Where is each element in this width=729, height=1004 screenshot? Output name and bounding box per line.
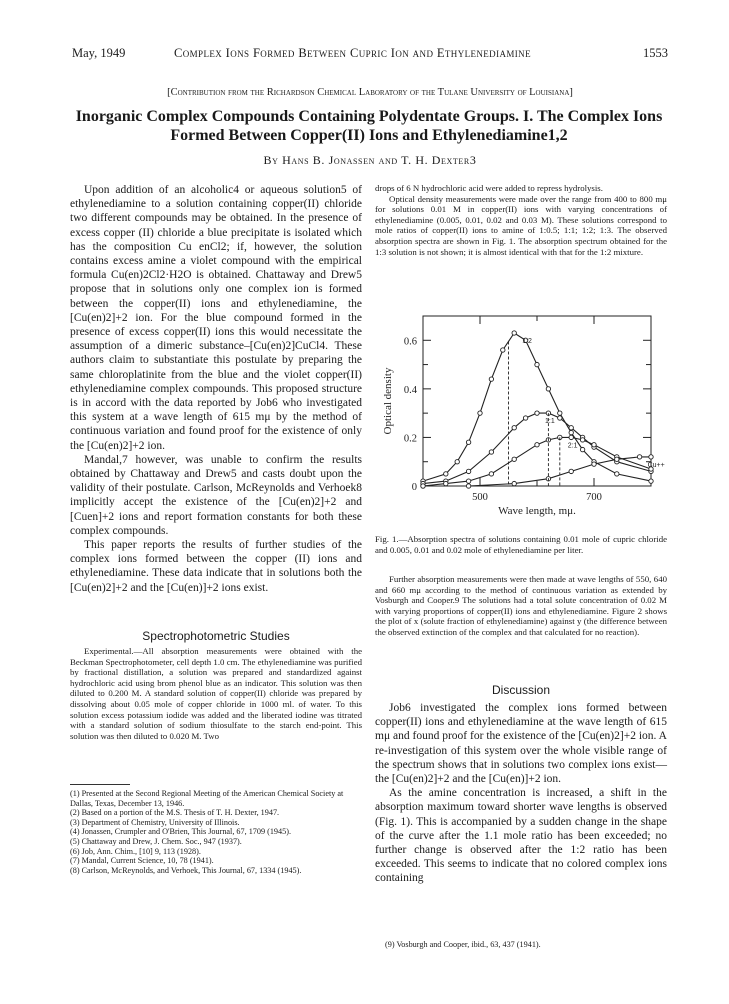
data-point xyxy=(580,447,584,451)
series-label: 1:1 xyxy=(545,418,555,426)
footnote-7: (7) Mandal, Current Science, 10, 78 (1941). xyxy=(70,856,214,866)
section-heading-discussion: Discussion xyxy=(491,683,551,697)
data-point xyxy=(535,362,539,366)
right-top-text xyxy=(375,183,667,257)
right-paragraph-3: Further absorption measurements were then made at wave lengths of 550, 640 and 660 mμ according to the method of continuous variation as extended by Vosburgh and Cooper.9 The solutions had a total solute concentration of 0.02 M with varying proportions of copper(II) ions and ethylenediamine. Figure 2 shows the plot of x (solute fraction of ethylenediamine) against y (the difference between the observed extinction of the complex and that calculated for no reaction). xyxy=(375,574,667,637)
data-point xyxy=(489,450,493,454)
data-point xyxy=(478,411,482,415)
data-point xyxy=(615,457,619,461)
contribution-line: [Contribution from the Richardson Chemical Laboratory of the Tulane University of Louisiana] xyxy=(167,87,573,98)
section-heading-spectro: Spectrophotometric Studies xyxy=(142,629,290,643)
footnote-rule xyxy=(70,784,130,785)
series-label: 1:2 xyxy=(522,338,532,345)
data-point xyxy=(637,455,641,459)
experimental-paragraph: Experimental.—All absorption measurements were obtained with the Beckman Spectrophotometer, cell depth 1.0 cm. The ethylenediamine was purified by fractional distillation, a solution was prepared and standardized against hydrochloric acid using brom phenol blue as an indicator. This solution was then diluted to 0.200 M. A standard solution of copper(II) chloride was prepared by dissolving about 0.05 mole of copper chloride in 1000 ml. of water. To this solution excess potassium iodide was added and the liberated iodine was titrated with a standard solution of sodium thiosulfate to the starch end-point. This solution was then diluted to 0.020 M. Two xyxy=(70,646,362,741)
x-tick-label: 500 xyxy=(472,492,488,503)
data-point xyxy=(455,460,459,464)
data-point xyxy=(523,416,527,420)
data-point xyxy=(569,469,573,473)
y-axis-label: Optical density xyxy=(382,367,394,435)
discussion-paragraph-1: Job6 investigated the complex ions formed between copper(II) ions and ethylenediamine at the wave length of 615 mμ and found proof for the existence of the [Cu(en)2]+2 ion. A re-investigation of this system over the whole visible range of the spectrum shows that in solutions two complex ions exist—the [Cu(en)2]+2 and the [Cu(en)]+2 ion. xyxy=(375,702,667,786)
footnote-1: (1) Presented at the Second Regional Meeting of the American Chemical Society at Dallas, Texas, December 13, 1946. xyxy=(70,789,344,808)
y-tick-label: 0 xyxy=(411,482,417,493)
data-point xyxy=(569,435,573,439)
data-point xyxy=(444,472,448,476)
footnote-2: (2) Based on a portion of the M.S. Thesis of T. H. Dexter, 1947. xyxy=(70,808,280,818)
right-footnote xyxy=(375,940,667,950)
data-point xyxy=(421,484,425,488)
right-paragraph-2: Optical density measurements were made over the range from 400 to 800 mμ for solutions 0.01 M in copper(II) ions with varying concentrations of ethylenediamine (0.005, 0.01, 0.02 and 0.03 M). These solutions correspond to mole ratios of copper(II) ions to amine of 1:0.5; 1:1; 1:2; 1:3. The observed absorption spectra are shown in Fig. 1. The absorption spectrum obtained for the 1:3 solution is not shown; it is almost identical with that for the 1:2 mixture. xyxy=(375,193,667,257)
footnotes xyxy=(70,789,362,875)
data-point xyxy=(592,443,596,447)
data-point xyxy=(558,416,562,420)
right-paragraph-1: drops of 6 N hydrochloric acid were added to repress hydrolysis. xyxy=(375,183,603,193)
data-point xyxy=(569,430,573,434)
footnote-6: (6) Job, Ann. Chim., [10] 9, 113 (1928). xyxy=(70,846,201,856)
article-authors: By Hans B. Jonassen and T. H. Dexter3 xyxy=(263,153,477,167)
intro-section xyxy=(70,183,362,595)
y-tick-label: 0.2 xyxy=(403,433,417,445)
experimental-text xyxy=(70,646,362,741)
data-point xyxy=(512,331,516,335)
intro-paragraph-3: This paper reports the results of further studies of the complex ions formed between the copper (II) ions and ethylenediamine. These data indicate that in solutions both the [Cu(en)2]+2 and the [Cu(en)]+2 ions exist. xyxy=(70,539,362,594)
data-point xyxy=(535,443,539,447)
article-title: Inorganic Complex Compounds Containing Polydentate Groups. I. The Complex Ions Formed Between Copper(II) Ions and Ethylenediamine1,2 xyxy=(75,108,663,144)
series-label: Cu++ xyxy=(647,461,665,469)
header-page-number: 1553 xyxy=(643,46,668,60)
data-point xyxy=(512,457,516,461)
intro-paragraph-2: Mandal,7 however, was unable to confirm the results obtained by Chattaway and Drew5 and casts doubt upon the validity of their postulate. Carlson, McReynolds and Verhoek8 implicitly accept the existence of the [Cu(en)2]+2 and [Cuen]+2 ions and report formation constants for both these complex compounds. xyxy=(70,453,362,537)
data-point xyxy=(569,426,573,430)
series-label: 2:1 xyxy=(567,442,578,450)
data-point xyxy=(615,472,619,476)
data-point xyxy=(535,411,539,415)
discussion-paragraph-2: As the amine concentration is increased, a shift in the absorption maximum toward shorter wave lengths is observed (Fig. 1). This is accompanied by a sudden change in the shape of the curve after the 1.1 mole ratio has been exceeded; no further change is observed after the 1:2 ratio has been exceeded. This seems to indicate that no colored complex ions containing xyxy=(375,787,667,885)
header-running-title: Complex Ions Formed Between Cupric Ion and Ethylenediamine xyxy=(174,46,531,60)
running-header xyxy=(72,46,668,64)
footnote-4: (4) Jonassen, Crumpler and O'Brien, This Journal, 67, 1709 (1945). xyxy=(70,827,291,837)
further-text xyxy=(375,574,667,638)
data-point xyxy=(649,479,653,483)
figure-caption: Fig. 1.—Absorption spectra of solutions containing 0.01 mole of cupric chloride and 0.005, 0.01 and 0.02 mole of ethylenediamine per liter. xyxy=(375,534,667,555)
x-tick-label: 700 xyxy=(586,492,602,503)
y-tick-label: 0.4 xyxy=(403,384,417,396)
data-point xyxy=(489,377,493,381)
x-axis-label: Wave length, mμ. xyxy=(498,505,576,517)
footnote-5: (5) Chattaway and Drew, J. Chem. Soc., 947 (1937). xyxy=(70,836,242,846)
data-point xyxy=(580,438,584,442)
data-point xyxy=(558,411,562,415)
header-date: May, 1949 xyxy=(72,46,126,60)
footnote-8: (8) Carlson, McReynolds, and Verhoek, This Journal, 67, 1334 (1945). xyxy=(70,865,302,875)
data-point xyxy=(546,387,550,391)
data-point xyxy=(649,455,653,459)
absorption-chart xyxy=(375,296,667,536)
intro-paragraph-1: Upon addition of an alcoholic4 or aqueous solution5 of ethylenediamine to a solution containing copper(II) chloride two different compounds may be obtained. In the presence of excess copper (II) chloride a blue precipitate is isolated which has the composition Cu enCl2; if, however, the solution contains excess amine a violet compound with the empirical formula Cu(en)2Cl2·H2O is obtained. Chattaway and Drew5 propose that in solutions only one complex ion is formed between the copper(II) ions and ethylenediamine, the [Cu(en)2]+2 ion. For the blue compound formed in the presence of excess copper(II) ions this would necessitate the assumption of a dimeric substance–[Cu(en)2]CuCl4. These authors claim to substantiate this postulate by preparing the same chloroplatinite from the blue and the violet copper(II) ethylenediamine complex compounds. This proposed structure is in accord with the data reported by Job6 who investigated this system at a wave length of 615 mμ by the method of continuous variation and found proof for the existence of only the [Cu(en)2]+2 ion. xyxy=(70,184,362,452)
figure-1 xyxy=(375,296,667,536)
footnote-3: (3) Department of Chemistry, University of Illinois. xyxy=(70,817,240,827)
data-point xyxy=(501,348,505,352)
data-point xyxy=(592,462,596,466)
data-point xyxy=(512,426,516,430)
data-point xyxy=(466,469,470,473)
y-tick-label: 0.6 xyxy=(403,336,417,348)
data-point xyxy=(512,481,516,485)
data-point xyxy=(489,472,493,476)
footnote-9: (9) Vosburgh and Cooper, ibid., 63, 437 (1941). xyxy=(385,940,541,949)
data-point xyxy=(466,440,470,444)
data-point xyxy=(444,481,448,485)
data-point xyxy=(466,479,470,483)
discussion-text xyxy=(375,701,667,886)
data-point xyxy=(466,484,470,488)
